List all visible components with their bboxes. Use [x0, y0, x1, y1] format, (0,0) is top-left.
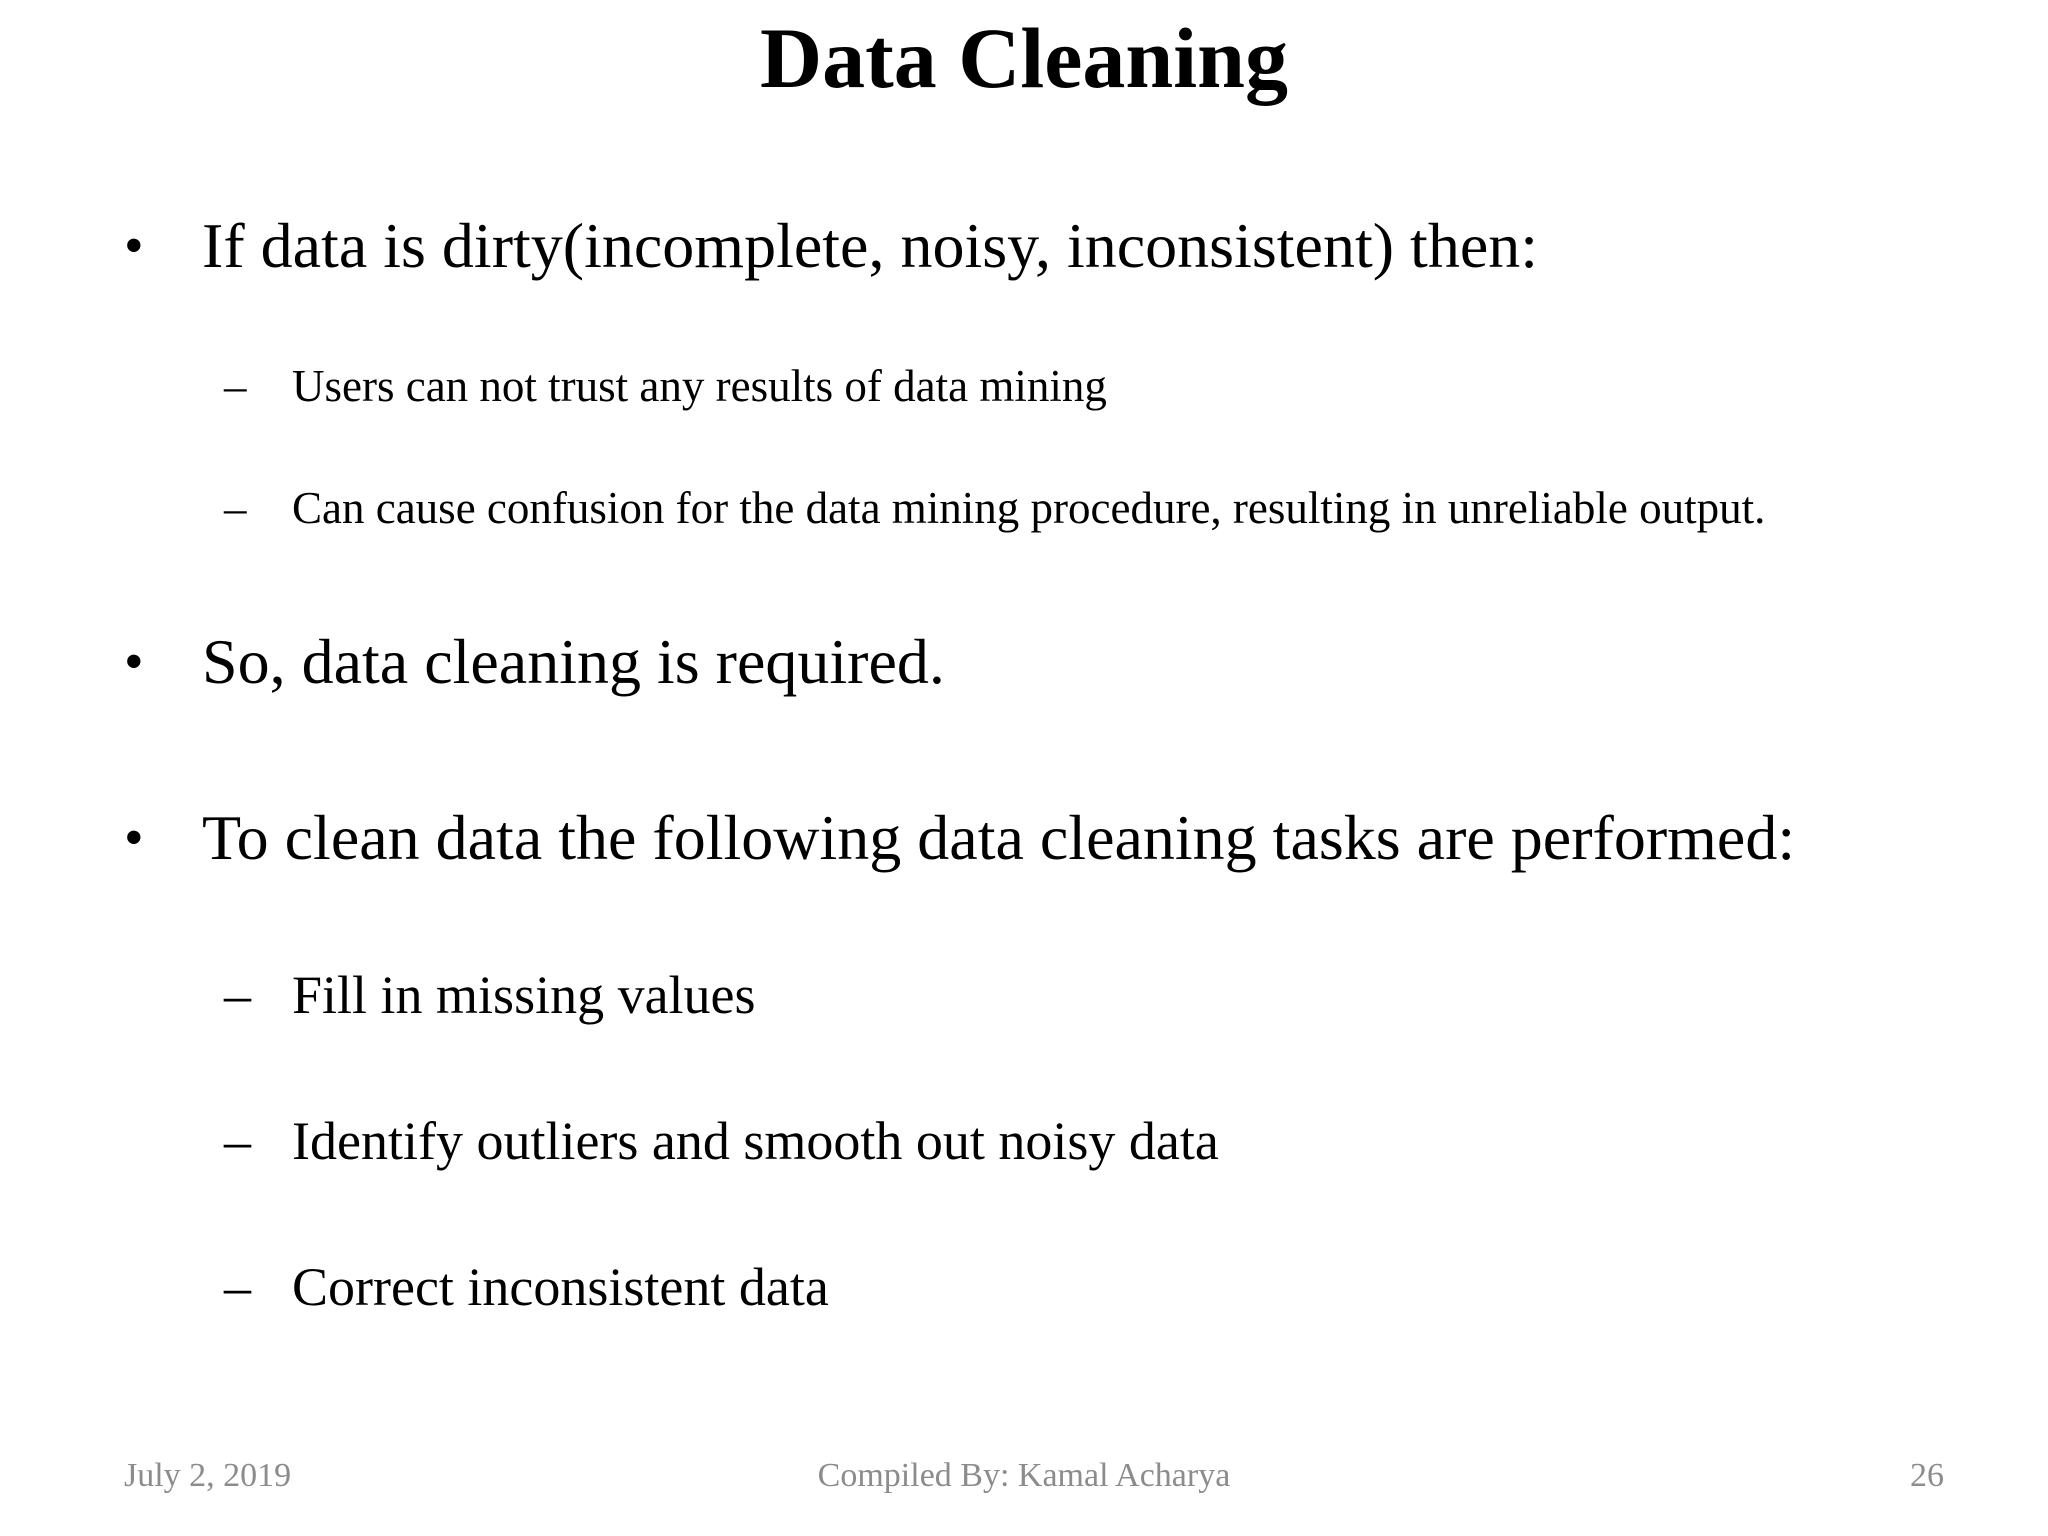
slide-title: Data Cleaning	[760, 10, 1288, 106]
sub-bullet-text: Users can not trust any results of data mining	[292, 361, 1107, 411]
sub-bullet-marker: –	[224, 965, 251, 1025]
footer-author: Compiled By: Kamal Acharya	[817, 1457, 1231, 1494]
sub-bullet-marker: –	[224, 361, 247, 411]
page-number: 26	[1910, 1457, 1944, 1494]
sub-bullet-text: Can cause confusion for the data mining procedure, resulting in unreliable output.	[292, 483, 1766, 533]
bullet-text: If data is dirty(incomplete, noisy, inconsistent) then:	[202, 210, 1538, 281]
bullet-text: So, data cleaning is required.	[202, 626, 945, 697]
bullet-marker: •	[124, 631, 144, 693]
sub-bullet-text: Correct inconsistent data	[292, 1257, 829, 1317]
bullet-text: To clean data the following data cleaning tasks are performed:	[202, 802, 1796, 873]
sub-bullet-marker: –	[224, 1111, 251, 1171]
sub-bullet-text: Fill in missing values	[292, 965, 756, 1025]
sub-bullet-marker: –	[224, 483, 247, 533]
bullet-marker: •	[124, 807, 144, 869]
bullet-marker: •	[124, 215, 144, 277]
footer-date: July 2, 2019	[124, 1457, 292, 1494]
sub-bullet-text: Identify outliers and smooth out noisy data	[292, 1111, 1219, 1171]
sub-bullet-marker: –	[224, 1257, 251, 1317]
